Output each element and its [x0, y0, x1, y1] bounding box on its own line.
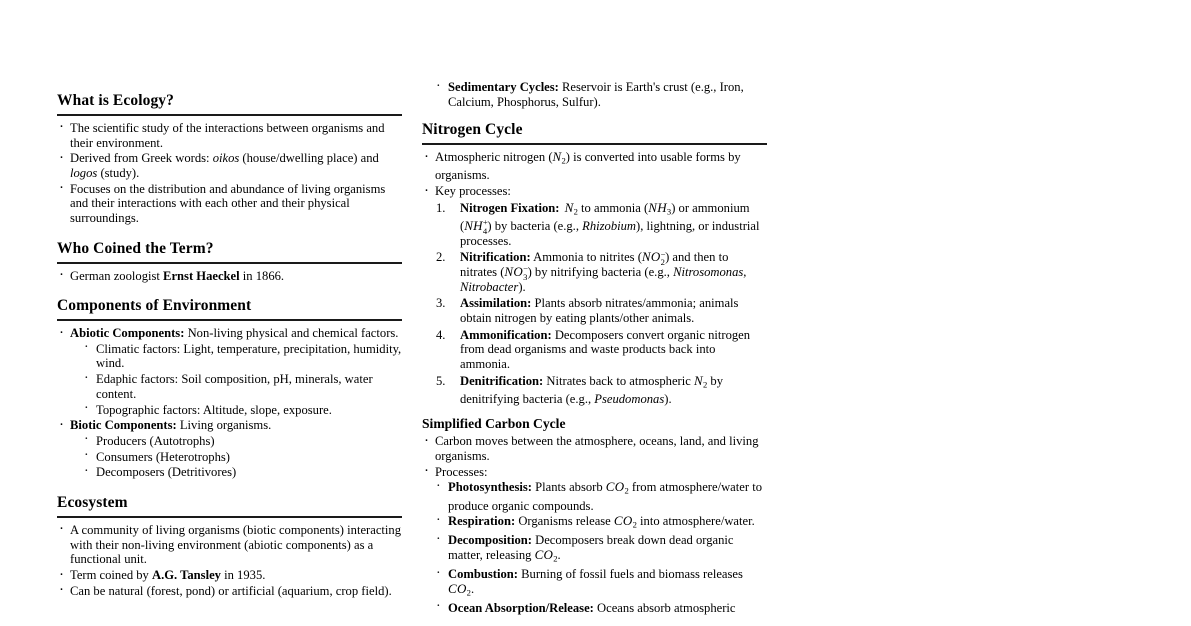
list-components-of-environment	[57, 326, 402, 480]
list-carbon-cycle-intro	[422, 434, 767, 479]
greek-term-oikos: oikos	[212, 151, 240, 166]
heading-rule	[422, 143, 767, 145]
tansley-prefix: Term coined by	[70, 568, 153, 583]
list-item	[82, 342, 402, 371]
list-nitrogen-cycle-intro	[422, 150, 767, 199]
heading-ecosystem: Ecosystem	[57, 494, 128, 512]
text-frag: Ammonia to nitrites (	[533, 250, 642, 265]
formula-co2: $CO_2$	[613, 513, 637, 530]
bullet-text-prefix: Derived from Greek words:	[70, 151, 213, 166]
text-frag: by denitrifying bacteria (e.g.,	[460, 373, 724, 406]
organism-pseudomonas: Pseudomonas	[594, 391, 665, 406]
list-item	[82, 450, 402, 465]
list-item-respiration	[434, 514, 767, 532]
sub-bullet-text: Producers (Autotrophs)	[96, 433, 215, 448]
process-label: Ammonification:	[460, 327, 552, 342]
process-label: Denitrification:	[460, 373, 544, 388]
text-frag: Organisms release	[518, 514, 614, 529]
spacer	[57, 481, 402, 494]
heading-simplified-carbon-cycle: Simplified Carbon Cycle	[422, 415, 566, 431]
tansley-suffix: in 1935.	[220, 568, 266, 583]
text-frag: ) and then to nitrates (	[460, 250, 729, 279]
text-frag: Nitrates back to atmospheric	[546, 373, 694, 388]
term-label-biotic: Biotic Components:	[70, 418, 177, 433]
list-item	[57, 151, 402, 180]
text-frag: ).	[664, 391, 672, 406]
term-label-abiotic: Abiotic Components:	[70, 326, 185, 341]
list-item	[82, 403, 402, 418]
oikos-gloss: (house/dwelling place) and	[239, 151, 379, 166]
process-text: Decomposers convert organic nitrogen from dead organisms and waste products back into ammonia.	[460, 327, 751, 372]
process-text: Oceans absorb atmospheric	[597, 600, 736, 615]
list-item	[57, 269, 402, 284]
text-frag: Decomposers break down dead organic matter, releasing	[448, 533, 734, 563]
heading-rule	[57, 262, 402, 264]
logos-gloss: (study).	[97, 165, 140, 180]
process-label: Assimilation:	[460, 296, 532, 311]
text-frag: ).	[518, 279, 526, 294]
process-label: Ocean Absorption/Release:	[448, 600, 594, 615]
list-item	[82, 434, 402, 449]
list-what-is-ecology	[57, 121, 402, 226]
list-item-ocean-absorption	[434, 601, 767, 616]
list-nitrogen-processes	[422, 201, 767, 407]
process-label: Photosynthesis:	[448, 480, 532, 495]
list-who-coined-the-term	[57, 269, 402, 284]
list-item	[422, 434, 767, 463]
text-frag: .	[470, 581, 475, 596]
bullet-text: Can be natural (forest, pond) or artificial (aquarium, crop field).	[70, 583, 392, 598]
list-item	[57, 326, 402, 417]
list-item	[82, 465, 402, 480]
formula-n2: $N_2$	[693, 372, 708, 390]
process-text: Plants absorb nitrates/ammonia; animals obtain nitrogen by eating plants/other animals.	[460, 296, 739, 326]
list-item	[57, 568, 402, 583]
heading-rule	[57, 114, 402, 116]
list-item	[422, 150, 767, 183]
haeckel-suffix: in 1866.	[239, 268, 285, 283]
right-column	[422, 79, 767, 617]
sub-bullet-text: Edaphic factors: Soil composition, pH, minerals, water content.	[96, 372, 373, 401]
list-item	[422, 465, 767, 480]
sub-bullet-text: Topographic factors: Altitude, slope, exposure.	[96, 402, 332, 417]
text-frag: to ammonia (	[577, 200, 649, 215]
heading-rule	[57, 516, 402, 518]
organism-nitrosomonas: Nitrosomonas	[673, 264, 744, 279]
term-definition: Non-living physical and chemical factors.	[187, 326, 399, 341]
heading-what-is-ecology: What is Ecology?	[57, 92, 174, 109]
formula-n2: $N_2$	[552, 149, 566, 166]
process-label: Nitrogen Fixation:	[460, 200, 560, 215]
person-name-ernst-haeckel: Ernst Haeckel	[163, 268, 240, 283]
formula-co2: $CO_2$	[534, 547, 558, 564]
text-frag: into atmosphere/water.	[636, 514, 755, 529]
list-item-denitrification	[434, 374, 767, 407]
greek-term-logos: logos	[70, 165, 98, 180]
bullet-text: Focuses on the distribution and abundance of living organisms and their interactions with each other and their physical surroundings.	[70, 181, 386, 226]
bullet-text: Carbon moves between the atmosphere, oceans, land, and living organisms.	[435, 434, 759, 464]
list-item	[57, 523, 402, 567]
list-item	[57, 182, 402, 226]
list-item	[422, 184, 767, 199]
list-item-combustion	[434, 567, 767, 600]
process-label: Respiration:	[448, 514, 516, 529]
list-carbon-processes	[422, 480, 767, 615]
term-definition: Reservoir is Earth's crust (e.g., Iron, Calcium, Phosphorus, Sulfur).	[448, 80, 744, 109]
heading-who-coined-the-term: Who Coined the Term?	[57, 239, 214, 257]
term-label-sedimentary-cycles: Sedimentary Cycles:	[448, 80, 559, 94]
atmos-prefix: Atmospheric nitrogen (	[435, 150, 553, 165]
formula-co2: $CO_2$	[448, 580, 471, 598]
formula-nh3: $NH_3$	[648, 199, 672, 217]
process-label: Nitrification:	[460, 250, 531, 265]
formula-no3-minus: NO − 3	[504, 263, 529, 282]
text-frag: ), lightning, or industrial processes.	[460, 218, 760, 248]
list-item	[57, 584, 402, 599]
sub-bullet-text: Decomposers (Detritivores)	[96, 465, 237, 480]
bullet-text: Key processes:	[435, 184, 511, 199]
spacer	[422, 409, 767, 416]
organism-rhizobium: Rhizobium	[582, 218, 637, 233]
bullet-text: A community of living organisms (biotic components) interacting with their non-living environment (abiotic components) as a functional unit.	[70, 522, 402, 567]
spacer	[57, 227, 402, 240]
formula-no2-minus: NO − 2	[641, 248, 666, 267]
process-label: Decomposition:	[448, 533, 532, 548]
text-frag: ) by bacteria (e.g.,	[487, 218, 583, 233]
organism-nitrobacter: Nitrobacter	[460, 279, 519, 294]
list-item	[82, 372, 402, 401]
text-frag: Burning of fossil fuels and biomass releases	[521, 567, 743, 582]
haeckel-prefix: German zoologist	[70, 268, 164, 283]
formula-n2: $N_2$	[564, 199, 578, 217]
atmos-suffix: ) is converted into usable forms by organisms.	[435, 150, 741, 183]
text-frag: ) by nitrifying bacteria (e.g.,	[527, 264, 674, 279]
bullet-text: The scientific study of the interactions between organisms and their environment.	[70, 120, 385, 150]
text-frag: .	[557, 548, 561, 563]
list-item-photosynthesis	[434, 480, 767, 513]
text-frag: ) or ammonium (	[460, 200, 750, 233]
person-name-ag-tansley: A.G. Tansley	[152, 568, 221, 583]
heading-components-of-environment: Components of Environment	[57, 297, 252, 315]
list-ecosystem	[57, 523, 402, 599]
formula-nh4-plus: NH + 4	[464, 217, 489, 236]
formula-co2: $CO_2$	[605, 479, 629, 496]
process-label: Combustion:	[448, 567, 518, 582]
list-item-nitrogen-fixation	[434, 201, 767, 249]
spacer	[422, 110, 767, 121]
sub-bullet-text: Consumers (Heterotrophs)	[96, 449, 230, 464]
list-item-nitrification	[434, 250, 767, 294]
text-frag: ,	[743, 264, 747, 279]
list-item	[57, 418, 402, 480]
text-frag: Plants absorb	[535, 480, 606, 495]
term-definition: Living organisms.	[179, 418, 272, 433]
list-item-ammonification	[434, 328, 767, 372]
heading-rule	[57, 319, 402, 321]
text-frag: from atmosphere/water to produce organic compounds.	[448, 480, 763, 513]
heading-nitrogen-cycle: Nitrogen Cycle	[422, 121, 523, 139]
list-item-assimilation	[434, 296, 767, 325]
bullet-text: Processes:	[435, 464, 488, 479]
sub-bullet-text: Climatic factors: Light, temperature, precipitation, humidity, wind.	[96, 341, 402, 371]
list-item	[434, 80, 767, 109]
list-item-decomposition	[434, 533, 767, 566]
left-column	[57, 92, 402, 599]
list-biogeochemical-cycles-continued	[422, 80, 767, 109]
spacer	[57, 284, 402, 297]
sublist-biotic-factors	[70, 434, 402, 480]
sublist-abiotic-factors	[70, 342, 402, 418]
list-item	[57, 121, 402, 150]
